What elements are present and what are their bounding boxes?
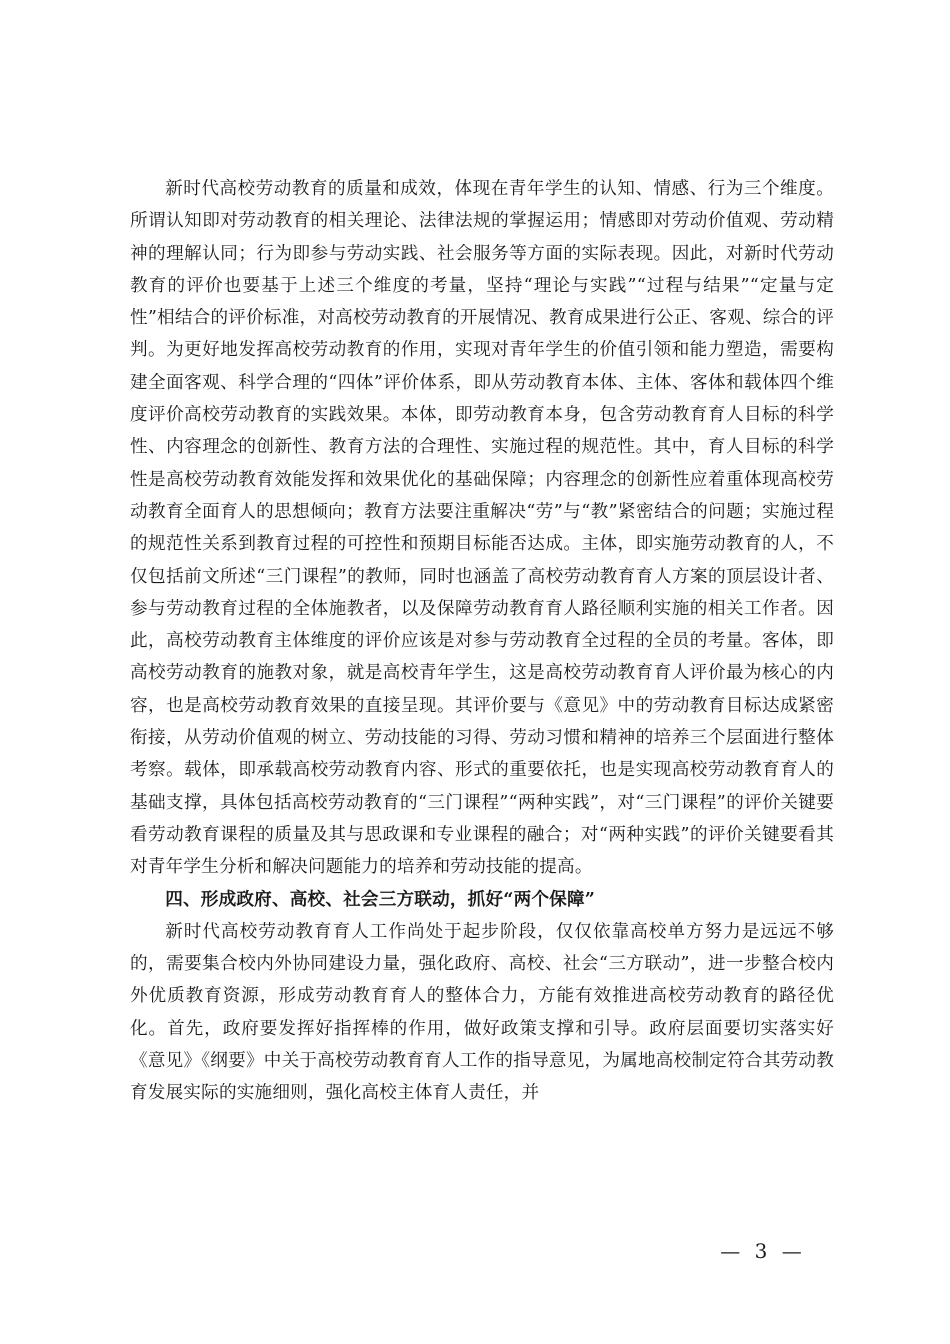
page-number: — 3 —: [720, 1239, 806, 1263]
paragraph-evaluation-system: 新时代高校劳动教育的质量和成效，体现在青年学生的认知、情感、行为三个维度。所谓认知即对劳动教育的相关理论、法律法规的掌握运用；情感即对劳动价值观、劳动精神的理解认同；行为即参与劳动实践、社会服务等方面的实际表现。因此，对新时代劳动教育的评价也要基于上述三个维度的考量，坚持“理论与实践”“过程与结果”“定量与定性”相结合的评价标准，对高校劳动教育的开展情况、教育成果进行公正、客观、综合的评判。为更好地发挥高校劳动教育的作用，实现对青年学生的价值引领和能力塑造，需要构建全面客观、科学合理的“四体”评价体系，即从劳动教育本体、主体、客体和载体四个维度评价高校劳动教育的实践效果。本体，即劳动教育本身，包含劳动教育育人目标的科学性、内容理念的创新性、教育方法的合理性、实施过程的规范性。其中，育人目标的科学性是高校劳动教育效能发挥和效果优化的基础保障；内容理念的创新性应着重体现高校劳动教育全面育人的思想倾向；教育方法要注重解决“劳”与“教”紧密结合的问题；实施过程的规范性关系到教育过程的可控性和预期目标能否达成。主体，即实施劳动教育的人，不仅包括前文所述“三门课程”的教师，同时也涵盖了高校劳动教育育人方案的顶层设计者、参与劳动教育过程的全体施教者，以及保障劳动教育育人路径顺利实施的相关工作者。因此，高校劳动教育主体维度的评价应该是对参与劳动教育全过程的全员的考量。客体，即高校劳动教育的施教对象，就是高校青年学生，这是高校劳动教育育人评价最为核心的内容，也是高校劳动教育效果的直接呈现。其评价要与《意见》中的劳动教育目标达成紧密衔接，从劳动价值观的树立、劳动技能的习得、劳动习惯和精神的培养三个层面进行整体考察。载体，即承载高校劳动教育内容、形式的重要依托，也是实现高校劳动教育育人的基础支撑，具体包括高校劳动教育的“三门课程”“两种实践”，对“三门课程”的评价关键要看劳动教育课程的质量及其与思政课和专业课程的融合；对“两种实践”的评价关键要看其对青年学生分析和解决问题能力的培养和劳动技能的提高。: [130, 179, 834, 878]
body-text: [130, 173, 834, 1110]
section-heading: 四、形成政府、高校、社会三方联动，抓好“两个保障”: [165, 888, 596, 910]
paragraph-three-party-linkage: 新时代高校劳动教育育人工作尚处于起步阶段，仅仅依靠高校单方努力是远远不够的，需要集合校内外协同建设力量，强化政府、高校、社会“三方联动”，进一步整合校内外优质教育资源，形成劳动教育育人的整体合力，方能有效推进高校劳动教育的路径优化。首先，政府要发挥好指挥棒的作用，做好政策支撑和引导。政府层面要切实落实好《意见》《纲要》中关于高校劳动教育育人工作的指导意见，为属地高校制定符合其劳动教育发展实际的实施细则，强化高校主体育人责任，并: [130, 921, 834, 1104]
